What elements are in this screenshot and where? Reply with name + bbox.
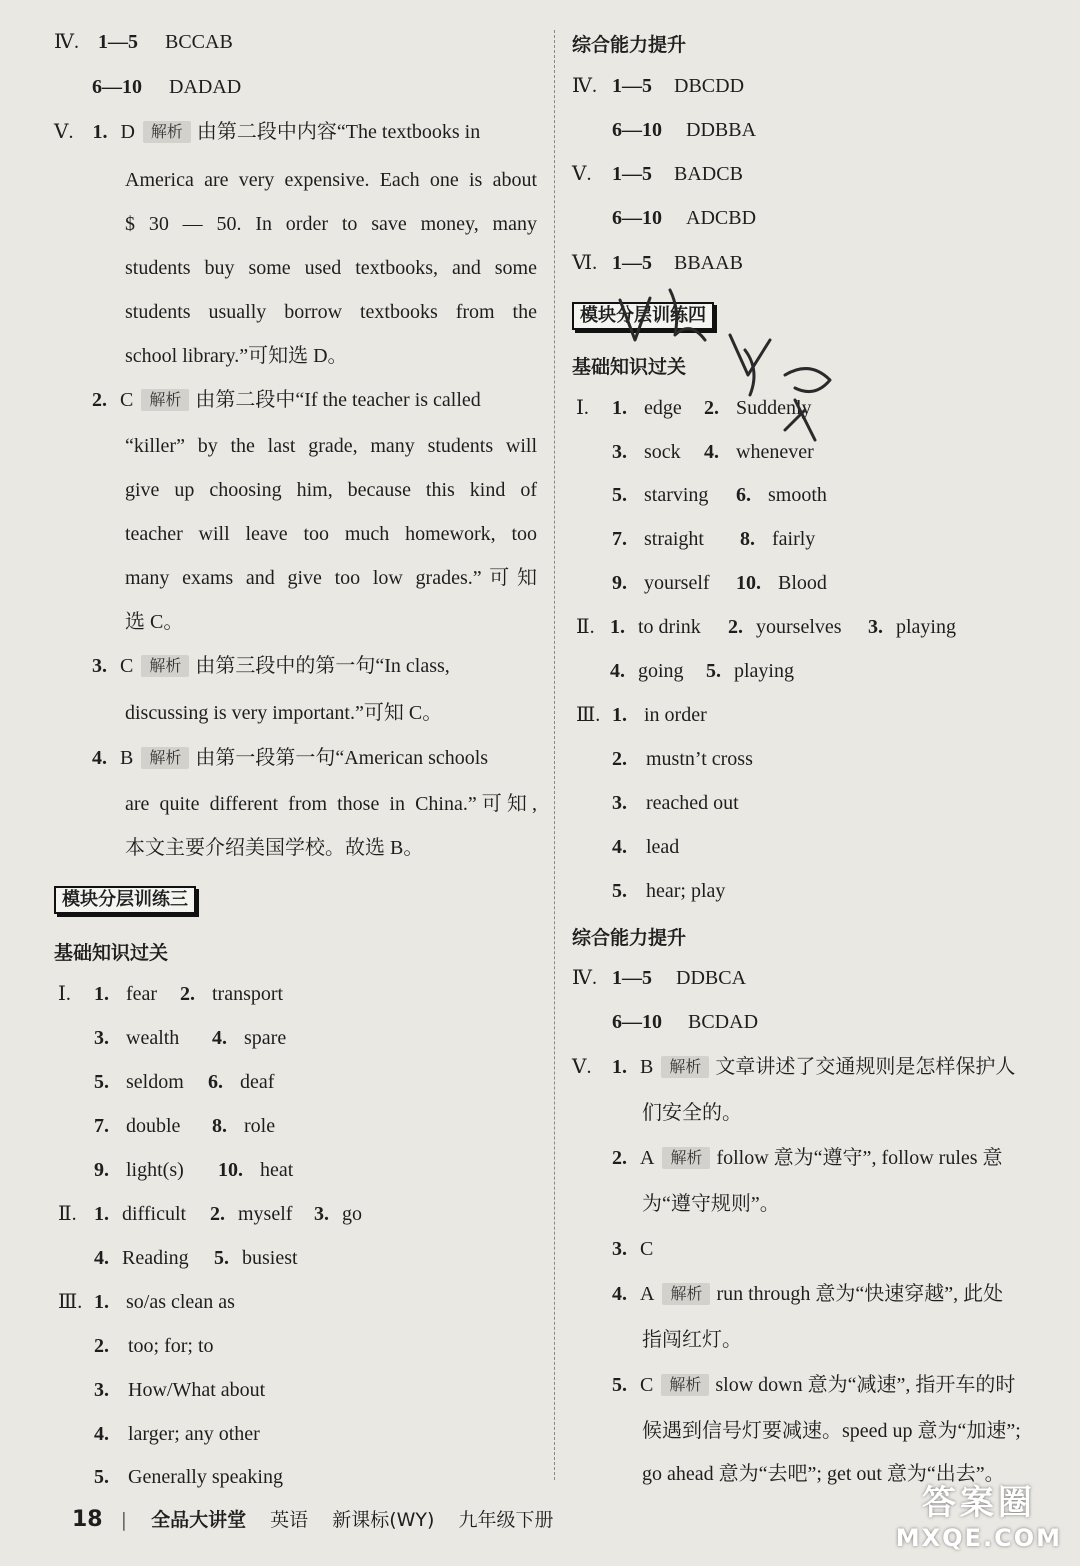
- analysis-row: Ⅴ. 1. B 解析 文章讲述了交通规则是怎样保护人: [572, 1053, 1015, 1081]
- section-number: Ⅱ.: [58, 1203, 77, 1225]
- analysis-tag: 解析: [141, 389, 189, 411]
- analysis-text: 们安全的。: [642, 1102, 742, 1124]
- section-number: Ⅴ.: [572, 163, 592, 185]
- answer-row: Ⅱ. 1. difficult 2. myself 3. go: [58, 1200, 362, 1228]
- section-number: Ⅲ.: [58, 1291, 83, 1313]
- module-heading: 模块分层训练三: [54, 886, 196, 914]
- answer-row: 4. going 5. playing: [610, 660, 794, 682]
- section-number: Ⅴ.: [572, 1056, 592, 1078]
- analysis-text: 由第一段第一句“American schools: [195, 747, 489, 769]
- analysis-text: run through 意为“快速穿越”, 此处: [716, 1283, 1004, 1305]
- answer-row: Ⅱ. 1. to drink 2. yourselves 3. playing: [576, 613, 956, 641]
- analysis-tag: 解析: [141, 655, 189, 677]
- analysis-text: 选 C。: [125, 611, 184, 633]
- section-heading: 综合能力提升: [572, 927, 687, 949]
- analysis-row: 3. C: [612, 1238, 654, 1260]
- analysis-text: “killer” by the last grade, many students will: [125, 435, 537, 457]
- answer-row: Ⅲ. 1. in order: [576, 701, 707, 729]
- answer-row: 4. lead: [612, 836, 680, 858]
- answer-row: 9. light(s) 10. heat: [94, 1159, 294, 1181]
- watermark-logo-text: 答案圈: [921, 1483, 1036, 1523]
- question-number: 1.: [92, 121, 108, 143]
- watermark-url: MXQE.COM: [895, 1524, 1062, 1552]
- analysis-row: [54, 118, 538, 146]
- answer-row: 3. reached out: [612, 792, 739, 814]
- analysis-text: $ 30 — 50. In order to save money, many: [125, 213, 537, 235]
- section-number: Ⅳ.: [572, 967, 597, 989]
- question-number: 3.: [92, 655, 107, 677]
- analysis-text: 由第二段中内容“The textbooks in: [196, 121, 481, 143]
- section-subheading: 基础知识过关: [54, 942, 169, 964]
- page-footer: 18 | 全品大讲堂 英语 新课标(WY) 九年级下册: [72, 1507, 554, 1532]
- analysis-text: 为“遵守规则”。: [642, 1193, 780, 1215]
- answer-row: 7. straight 8. fairly: [612, 528, 816, 550]
- answer-row: 2. too; for; to: [94, 1335, 214, 1357]
- answer-letter: C: [120, 655, 134, 677]
- answer-letter: D: [120, 121, 135, 143]
- analysis-text: 由第三段中的第一句“In class,: [195, 655, 450, 677]
- answer-row: 5. starving 6. smooth: [612, 484, 827, 506]
- brand-name: 全品大讲堂: [151, 1509, 247, 1531]
- answer-row: 6—10 ADCBD: [612, 207, 757, 229]
- section-number: Ⅲ.: [576, 704, 601, 726]
- analysis-text: America are very expensive. Each one is about: [125, 169, 537, 191]
- analysis-tag: 解析: [661, 1374, 709, 1396]
- analysis-text: 本文主要介绍美国学校。故选 B。: [125, 837, 424, 859]
- answer-row: [92, 73, 241, 101]
- column-divider: [554, 30, 555, 1480]
- analysis-text: 候遇到信号灯要减速。speed up 意为“加速”;: [642, 1420, 1021, 1442]
- analysis-text: discussing is very important.”可知 C。: [125, 702, 443, 724]
- answer-row: 3. How/What about: [94, 1379, 266, 1401]
- answer-row: Ⅲ. 1. so/as clean as: [58, 1288, 235, 1316]
- answer-row: 5. hear; play: [612, 880, 726, 902]
- analysis-tag: 解析: [141, 747, 189, 769]
- answer-text: BCCAB: [164, 31, 233, 53]
- answer-row: 2. mustn’t cross: [612, 748, 753, 770]
- answer-row: 3. wealth 4. spare: [94, 1027, 287, 1049]
- analysis-text: give up choosing him, because this kind of: [125, 479, 537, 501]
- answer-letter: B: [120, 747, 134, 769]
- answer-row: 4. larger; any other: [94, 1423, 260, 1445]
- edition-label: 新课标(WY): [332, 1509, 435, 1531]
- analysis-row: 4. A 解析 run through 意为“快速穿越”, 此处: [612, 1283, 1004, 1305]
- section-number: Ⅳ.: [572, 75, 597, 97]
- answer-row: 4. Reading 5. busiest: [94, 1247, 298, 1269]
- answer-text: DADAD: [169, 76, 242, 98]
- answer-row: Ⅰ. 1. fear 2. transport: [58, 980, 283, 1008]
- section-number: Ⅴ.: [54, 121, 74, 143]
- analysis-text: 由第二段中“If the teacher is called: [195, 389, 481, 411]
- answer-row: 5. seldom 6. deaf: [94, 1071, 275, 1093]
- page-number: 18: [72, 1507, 103, 1532]
- question-number: 4.: [92, 747, 107, 769]
- analysis-text: 文章讲述了交通规则是怎样保护人: [715, 1056, 1016, 1078]
- analysis-text: follow 意为“遵守”, follow rules 意: [716, 1147, 1003, 1169]
- answer-letter: C: [120, 389, 134, 411]
- handwriting-scribble: [580, 280, 860, 450]
- analysis-row: [92, 652, 450, 680]
- section-number: Ⅳ.: [54, 31, 79, 53]
- module-heading: 模块分层训练四: [572, 302, 714, 330]
- analysis-text: school library.”可知选 D。: [125, 345, 348, 367]
- section-number: Ⅱ.: [576, 616, 595, 638]
- answer-row: Ⅳ. 1—5 DBCDD: [572, 72, 744, 100]
- analysis-text: many exams and give too low grades.”可知: [125, 567, 537, 589]
- answer-row: 5. Generally speaking: [94, 1466, 283, 1488]
- answer-row: 7. double 8. role: [94, 1115, 276, 1137]
- grade-label: 九年级下册: [458, 1509, 554, 1531]
- section-number: Ⅰ.: [576, 397, 589, 419]
- analysis-tag: 解析: [143, 121, 191, 143]
- answer-row: 6—10 BCDAD: [612, 1011, 759, 1033]
- answer-row: Ⅵ. 1—5 BBAAB: [572, 249, 743, 277]
- analysis-tag: 解析: [662, 1147, 710, 1169]
- analysis-text: are quite different from those in China.”可知,: [125, 793, 537, 815]
- answer-row: 9. yourself 10. Blood: [612, 572, 827, 594]
- analysis-row: [92, 386, 481, 414]
- analysis-text: students usually borrow textbooks from the: [125, 301, 537, 323]
- range-label: 1—5: [97, 31, 138, 53]
- analysis-tag: 解析: [662, 1283, 710, 1305]
- subject-label: 英语: [270, 1509, 309, 1531]
- analysis-text: teacher will leave too much homework, too: [125, 523, 537, 545]
- section-number: Ⅵ.: [572, 252, 598, 274]
- answer-row: 6—10 DDBBA: [612, 119, 757, 141]
- watermark: [896, 1475, 1062, 1552]
- range-label: 6—10: [92, 76, 142, 98]
- analysis-row: [92, 744, 488, 772]
- analysis-row: 5. C 解析 slow down 意为“减速”, 指开车的时: [612, 1374, 1016, 1396]
- analysis-row: 2. A 解析 follow 意为“遵守”, follow rules 意: [612, 1147, 1003, 1169]
- section-heading: 综合能力提升: [572, 34, 687, 56]
- answer-row: [54, 28, 233, 56]
- analysis-tag: 解析: [661, 1056, 709, 1078]
- section-subheading: 基础知识过关: [572, 356, 687, 378]
- analysis-text: go ahead 意为“去吧”; get out 意为“出去”。: [642, 1463, 1005, 1485]
- answer-row: 3. sock 4. whenever: [612, 441, 814, 463]
- analysis-text: 指闯红灯。: [642, 1329, 742, 1351]
- analysis-text: students buy some used textbooks, and some: [125, 257, 537, 279]
- answer-row: Ⅰ. 1. edge 2. Suddenly: [576, 394, 812, 422]
- analysis-text: slow down 意为“减速”, 指开车的时: [715, 1374, 1016, 1396]
- question-number: 2.: [92, 389, 107, 411]
- section-number: Ⅰ.: [58, 983, 71, 1005]
- answer-row: Ⅳ. 1—5 DDBCA: [572, 964, 746, 992]
- answer-row: Ⅴ. 1—5 BADCB: [572, 160, 743, 188]
